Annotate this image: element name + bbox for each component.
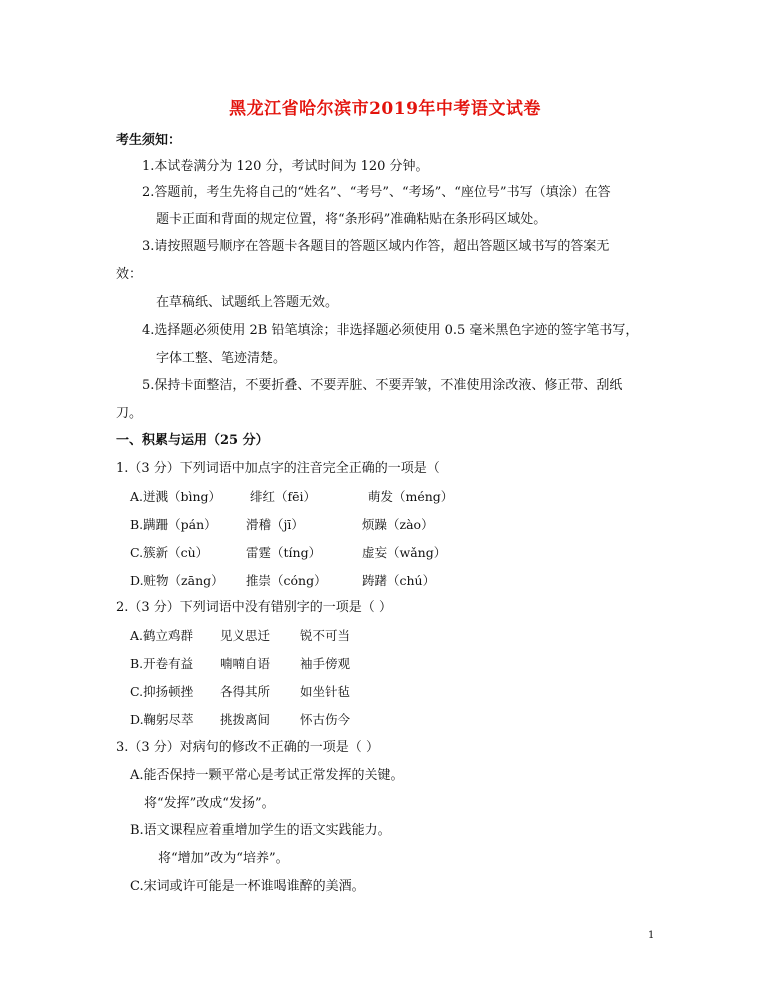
q1-option-b-2: 滑稽（jī） [246, 517, 304, 532]
q1-option-c-2: 雷霆（tíng） [246, 545, 322, 560]
q3-option-a: A.能否保持一颗平常心是考试正常发挥的关键。 [130, 768, 404, 783]
page-number: 1 [648, 930, 655, 941]
q2-option-c-3: 如坐针毡 [300, 684, 351, 699]
notice-item-3c: 在草稿纸、试题纸上答题无效。 [156, 295, 339, 310]
q1-option-c-1: C.簇新（cù） [130, 545, 209, 560]
q3-stem: 3.（3 分）对病句的修改不正确的一项是（ ） [116, 740, 379, 755]
q2-option-a-1: A.鹤立鸡群 [130, 628, 194, 643]
q1-option-d-3: 踌躇（chú） [362, 573, 436, 588]
q2-option-d-1: D.鞠躬尽萃 [130, 712, 194, 727]
q2-option-d-2: 挑拨离间 [220, 712, 271, 727]
q2-option-a-2: 见义思迁 [220, 628, 271, 643]
q2-option-b-3: 袖手傍观 [300, 656, 351, 671]
q3-option-b: B.语文课程应着重增加学生的语文实践能力。 [130, 823, 391, 838]
notice-item-4b: 字体工整、笔迹清楚。 [156, 351, 287, 366]
notice-item-4a: 4.选择题必须使用 2B 铅笔填涂；非选择题必须使用 0.5 毫米黑色字迹的签字笔书写， [142, 323, 639, 338]
q2-option-c-1: C.抑扬顿挫 [130, 684, 194, 699]
q2-option-b-2: 喃喃自语 [220, 656, 271, 671]
q2-option-a-3: 锐不可当 [300, 628, 351, 643]
q2-stem: 2.（3 分）下列词语中没有错别字的一项是（ ） [116, 600, 392, 615]
q1-option-c-3: 虚妄（wǎng） [362, 545, 447, 560]
q2-option-b-1: B.开卷有益 [130, 656, 194, 671]
q1-option-a-3: 萌发（méng） [368, 489, 454, 504]
q1-option-b-1: B.蹒跚（pán） [130, 517, 217, 532]
page-title: 黑龙江省哈尔滨市2019年中考语文试卷 [229, 99, 541, 119]
q1-option-a-1: A.迸溅（bìng） [130, 489, 222, 504]
notice-item-1: 1.本试卷满分为 120 分，考试时间为 120 分钟。 [142, 159, 429, 174]
q1-option-d-2: 推崇（cóng） [246, 573, 327, 588]
notice-item-3a: 3.请按照题号顺序在答题卡各题目的答题区域内作答，超出答题区域书写的答案无 [142, 239, 610, 254]
q1-option-a-2: 绯红（fēi） [250, 489, 317, 504]
notice-item-2b: 题卡正面和背面的规定位置，将“条形码”准确粘贴在条形码区域处。 [156, 212, 547, 227]
q3-option-a-fix: 将“发挥”改成“发扬”。 [144, 796, 275, 811]
q1-stem: 1.（3 分）下列词语中加点字的注音完全正确的一项是（ [116, 461, 440, 476]
q3-option-c: C.宋词或许可能是一杯谁喝谁醉的美酒。 [130, 879, 365, 894]
notice-item-5b: 刀。 [116, 406, 143, 421]
q3-option-b-fix: 将“增加”改为“培养”。 [158, 851, 289, 866]
notice-item-3b: 效： [116, 267, 143, 282]
notice-heading: 考生须知： [116, 133, 182, 148]
notice-item-5a: 5.保持卡面整洁，不要折叠、不要弄脏、不要弄皱，不准使用涂改液、修正带、刮纸 [142, 378, 623, 393]
q2-option-d-3: 怀古伤今 [300, 712, 351, 727]
notice-item-2a: 2.答题前，考生先将自己的“姓名”、“考号”、“考场”、“座位号”书写（填涂）在答 [142, 185, 611, 200]
q1-option-d-1: D.赃物（zāng） [130, 573, 224, 588]
q1-option-b-3: 烦躁（zào） [362, 517, 434, 532]
section-heading: 一、积累与运用（25 分） [116, 433, 269, 448]
q2-option-c-2: 各得其所 [220, 684, 271, 699]
